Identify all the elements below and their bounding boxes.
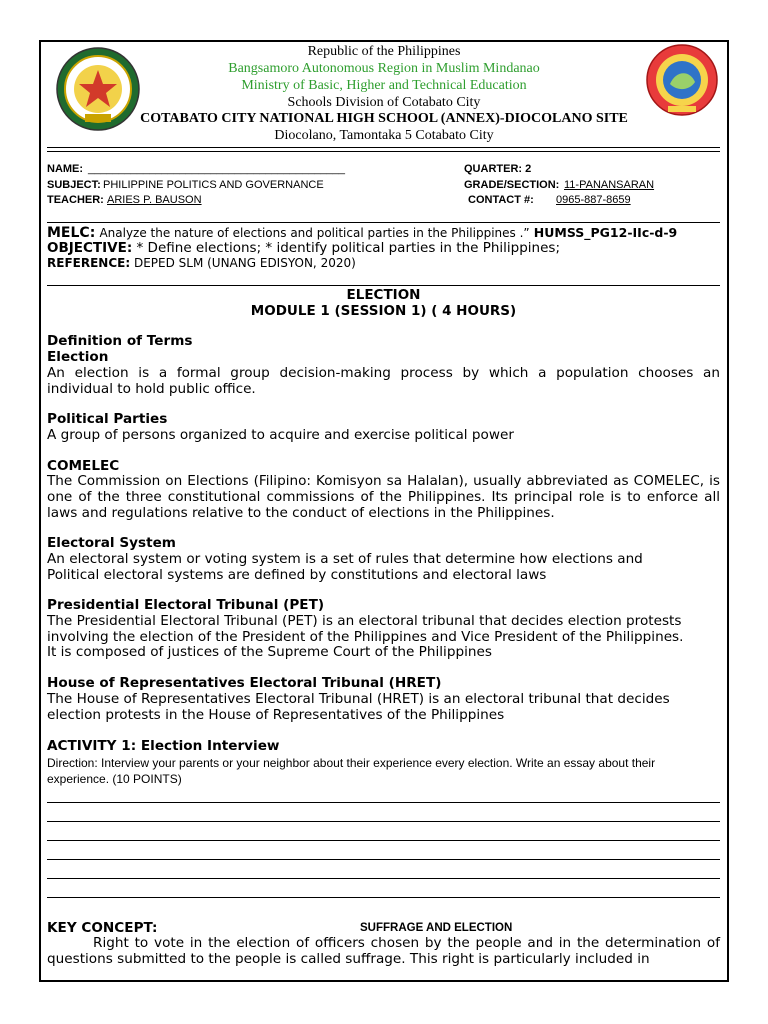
melc-text: Analyze the nature of elections and political parties in the Philippines .”	[99, 226, 530, 240]
header-divider-thin	[47, 151, 720, 152]
answer-line-3[interactable]	[47, 840, 720, 841]
melc-code: HUMSS_PG12-IIc-d-9	[533, 225, 678, 240]
school-address: Diocolano, Tamontaka 5 Cotabato City	[274, 128, 494, 143]
activity-direction: Direction: Interview your parents or your neighbor about their experience every election. Write an essay about their experience. (10 POINTS)	[47, 756, 656, 786]
terms-heading: Definition of Terms	[47, 333, 193, 349]
electoral-line2: Political electoral systems are defined by constitutions and electoral laws	[47, 567, 547, 583]
answer-line-5[interactable]	[47, 878, 720, 879]
comelec-definition: The Commission on Elections (Filipino: Komisyon sa Halalan), usually abbreviated as COMELEC, is one of the three constitutional commissions of the Philippines. Its principal role is to enforce all laws and regulations relative to the conduct of elections in the Philippines.	[47, 473, 720, 521]
hret-line2: election protests in the House of Representatives of the Philippines	[47, 707, 505, 723]
contact-label: CONTACT #:	[468, 194, 534, 206]
reference-row	[47, 256, 356, 270]
grade-label: GRADE/SECTION:	[464, 179, 560, 191]
reference-text: DEPED SLM (UNANG EDISYON, 2020)	[133, 256, 356, 270]
electoral-title: Electoral System	[47, 535, 176, 551]
election-definition: An election is a formal group decision-making process by which a population chooses an individual to hold public office.	[47, 365, 720, 397]
hret-line1: The House of Representatives Electoral Tribunal (HRET) is an electoral tribunal that decides	[47, 691, 670, 707]
hret-title: House of Representatives Electoral Tribunal (HRET)	[47, 675, 442, 691]
answer-line-4[interactable]	[47, 859, 720, 860]
contact-value: 0965-887-8659	[556, 194, 631, 206]
subject-value: PHILIPPINE POLITICS AND GOVERNANCE	[103, 179, 324, 191]
answer-line-6[interactable]	[47, 897, 720, 898]
pet-line2: involving the election of the President of the Philippines and Vice President of the Philippines.	[47, 629, 684, 645]
answer-line-1[interactable]	[47, 802, 720, 803]
activity-title: ACTIVITY 1: Election Interview	[47, 738, 280, 754]
melc-divider	[47, 285, 720, 286]
objective-row	[47, 240, 560, 256]
pet-title: Presidential Electoral Tribunal (PET)	[47, 597, 325, 613]
teacher-value: ARIES P. BAUSON	[107, 194, 202, 206]
key-concept-topic: SUFFRAGE AND ELECTION	[360, 922, 513, 934]
school-name: COTABATO CITY NATIONAL HIGH SCHOOL (ANNEX)-DIOCOLANO SITE	[140, 111, 628, 126]
lesson-module: MODULE 1 (SESSION 1) ( 4 HOURS)	[250, 303, 517, 319]
pet-line1: The Presidential Electoral Tribunal (PET) is an electoral tribunal that decides election protests	[47, 613, 682, 629]
key-concept-label: KEY CONCEPT:	[47, 920, 158, 936]
info-divider	[47, 222, 720, 223]
pet-line3: It is composed of justices of the Supreme Court of the Philippines	[47, 644, 492, 660]
objective-label: OBJECTIVE:	[47, 240, 133, 256]
republic-text: Republic of the Philippines	[307, 44, 461, 59]
electoral-line1: An electoral system or voting system is a set of rules that determine how elections and	[47, 551, 643, 567]
objective-text: * Define elections; * identify political parties in the Philippines;	[136, 240, 560, 256]
teacher-label: TEACHER:	[47, 194, 104, 206]
grade-value: 11-PANANSARAN	[564, 179, 655, 191]
name-blank: __________________________________________	[88, 163, 345, 175]
ministry-text: Ministry of Basic, Higher and Technical Education	[241, 78, 527, 93]
region-text: Bangsamoro Autonomous Region in Muslim Mindanao	[228, 61, 540, 76]
answer-line-2[interactable]	[47, 821, 720, 822]
quarter-label: QUARTER: 2	[464, 163, 532, 175]
name-label: NAME:	[47, 163, 84, 175]
melc-label: MELC:	[47, 225, 96, 241]
key-concept-text: Right to vote in the election of officers chosen by the people and in the determination of questions submitted to the people is called suffrage. This right is particularly included in	[47, 935, 720, 967]
division-text: Schools Division of Cotabato City	[287, 95, 481, 110]
parties-title: Political Parties	[47, 411, 168, 427]
election-title: Election	[47, 349, 109, 365]
subject-label: SUBJECT:	[47, 179, 101, 191]
header-divider	[47, 147, 720, 148]
lesson-title: ELECTION	[346, 287, 421, 303]
parties-definition: A group of persons organized to acquire and exercise political power	[47, 427, 514, 443]
melc-row	[47, 225, 677, 241]
comelec-title: COMELEC	[47, 458, 120, 474]
reference-label: REFERENCE:	[47, 256, 131, 270]
